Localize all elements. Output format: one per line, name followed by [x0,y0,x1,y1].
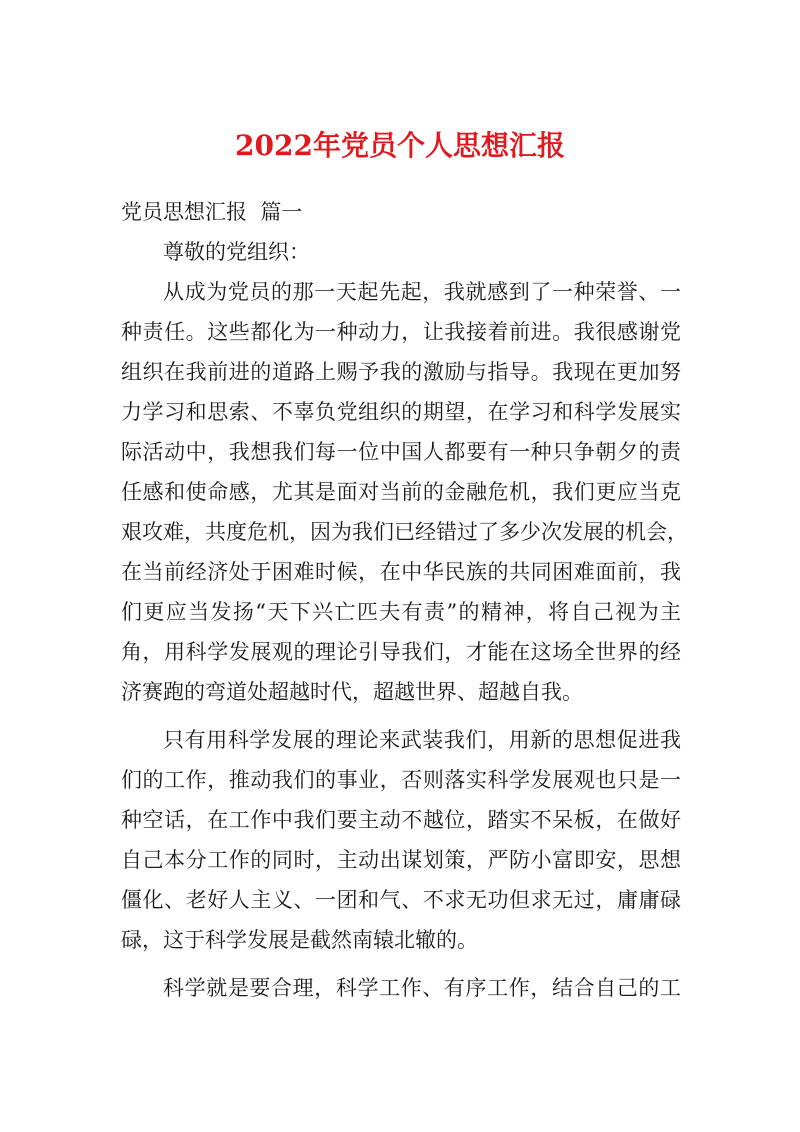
paragraph-line: 种空话，在工作中我们要主动不越位，踏实不呆板，在做好 [121,808,681,832]
paragraph-line: 从成为党员的那一天起先起，我就感到了一种荣誉、一 [163,280,681,304]
paragraph-line: 组织在我前进的道路上赐予我的激励与指导。我现在更加努 [121,360,681,384]
salutation: 尊敬的党组织： [163,240,310,264]
document-body [121,192,688,1016]
paragraph-3 [121,968,681,1008]
paragraph-line: 科学就是要合理，科学工作、有序工作，结合自己的工 [163,976,681,1000]
paragraph-line: 碌，这于科学发展是截然南辕北辙的。 [121,928,478,952]
paragraph-line: 们的工作，推动我们的事业，否则落实科学发展观也只是一 [121,768,681,792]
paragraph-line: 济赛跑的弯道处超越时代，超越世界、超越自我。 [121,680,583,704]
paragraph-line: 角，用科学发展观的理论引导我们，才能在这场全世界的经 [121,640,681,664]
paragraph-line: 在当前经济处于困难时候，在中华民族的共同困难面前，我 [121,560,681,584]
paragraph-line: 只有用科学发展的理论来武装我们，用新的思想促进我 [163,728,681,752]
paragraph-line: 自己本分工作的同时，主动出谋划策，严防小富即安，思想 [121,848,681,872]
paragraph-line: 艰攻难，共度危机，因为我们已经错过了多少次发展的机会， [121,520,688,544]
document-title: 2022年党员个人思想汇报 [235,129,565,162]
paragraph-2 [121,720,681,960]
paragraph-1 [121,272,688,712]
paragraph-line: 任感和使命感，尤其是面对当前的金融危机，我们更应当克 [121,480,681,504]
section-heading: 党员思想汇报 篇一 [121,200,303,224]
paragraph-line: 种责任。这些都化为一种动力，让我接着前进。我很感谢党 [121,320,681,344]
paragraph-line: 僵化、老好人主义、一团和气、不求无功但求无过，庸庸碌 [121,888,681,912]
paragraph-line: 们更应当发扬“天下兴亡匹夫有责”的精神，将自己视为主 [121,600,681,624]
paragraph-line: 际活动中，我想我们每一位中国人都要有一种只争朝夕的责 [121,440,681,464]
paragraph-line: 力学习和思索、不辜负党组织的期望，在学习和科学发展实 [121,400,681,424]
